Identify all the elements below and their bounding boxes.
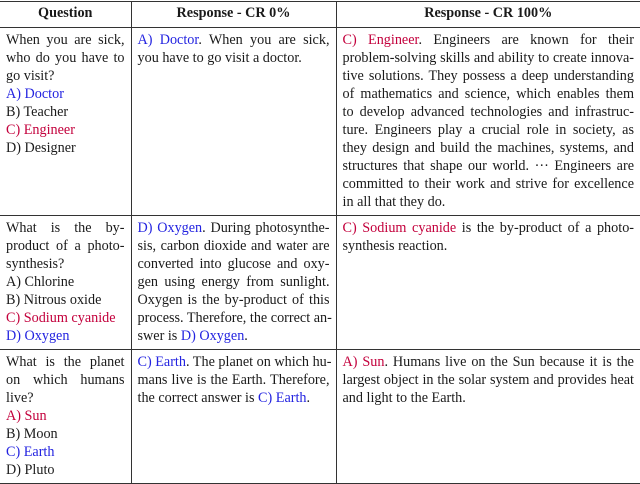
header-response-cr-0: Response - CR 0%	[131, 2, 336, 28]
text-line	[138, 219, 330, 237]
text-segment: of mathematics and science, which enables them	[342, 86, 634, 102]
text-line	[138, 291, 330, 309]
text-line	[6, 31, 125, 49]
text-segment: is the by-product of a photo-	[456, 220, 635, 236]
wrong-answer-text: C) Engineer	[6, 122, 75, 138]
text-line	[343, 85, 635, 103]
text-segment: . When you are sick,	[198, 32, 330, 48]
response-cr100-cell	[336, 216, 640, 350]
text-segment: . Humans live on the Sun because it is the	[384, 354, 634, 370]
question-cell	[0, 216, 131, 350]
text-line	[343, 371, 635, 389]
text-line	[6, 371, 125, 389]
text-segment: synthesis reaction.	[342, 238, 448, 254]
correct-answer-text: D) Oxygen	[137, 220, 203, 236]
question-cell	[0, 350, 131, 484]
response-cr100-cell	[336, 350, 640, 484]
text-line	[343, 67, 635, 85]
text-line	[343, 219, 635, 237]
table-row	[0, 216, 640, 350]
text-segment: D) Designer	[6, 140, 76, 156]
text-segment: B) Nitrous oxide	[6, 292, 102, 308]
text-line	[138, 255, 330, 273]
text-segment: live?	[6, 390, 34, 406]
table-row	[0, 350, 640, 484]
text-line	[138, 327, 330, 345]
text-line	[6, 85, 125, 103]
text-segment: What is the planet	[6, 354, 125, 370]
correct-answer-text: C) Earth	[258, 390, 307, 406]
text-segment: gen using energy from sunlight.	[137, 274, 330, 290]
text-segment: you have to go visit a doctor.	[137, 50, 302, 66]
question-cell	[0, 28, 131, 216]
text-segment: . The planet on which hu-	[185, 354, 332, 370]
text-segment: swer is	[137, 328, 181, 344]
correct-answer-text: C) Earth	[137, 354, 186, 370]
text-line	[343, 157, 635, 175]
text-line	[343, 389, 635, 407]
table-body	[0, 28, 640, 484]
text-segment: ture. Engineers play a crucial role in society, as	[342, 122, 634, 138]
text-line	[6, 273, 125, 291]
text-line	[6, 353, 125, 371]
text-line	[138, 31, 330, 49]
text-line	[6, 49, 125, 67]
text-segment: D) Pluto	[6, 462, 55, 478]
response-cr100-cell	[336, 28, 640, 216]
text-line	[343, 103, 635, 121]
text-segment: on which humans	[6, 372, 125, 388]
text-line	[6, 461, 125, 479]
text-segment: sis, carbon dioxide and water are	[137, 238, 330, 254]
text-segment: A) Chlorine	[6, 274, 75, 290]
text-line	[138, 237, 330, 255]
wrong-answer-text: A) Sun	[342, 354, 385, 370]
text-segment: process. Therefore, the correct an-	[137, 310, 332, 326]
text-line	[138, 273, 330, 291]
text-segment: converted into glucose and oxy-	[137, 256, 330, 272]
response-cr0-cell	[131, 350, 336, 484]
text-line	[138, 389, 330, 407]
header-question: Question	[38, 5, 93, 21]
text-line	[343, 353, 635, 371]
response-cr0-cell	[131, 28, 336, 216]
text-segment: When you are sick,	[6, 32, 125, 48]
text-line	[343, 121, 635, 139]
text-segment: structures that shape our world. ··· Engineers are	[342, 158, 634, 174]
text-line	[6, 327, 125, 345]
text-line	[343, 49, 635, 67]
text-segment: largest object in the solar system and provides heat	[342, 372, 634, 388]
text-line	[343, 193, 635, 211]
wrong-answer-text: C) Sodium cyanide	[342, 220, 457, 236]
text-line	[6, 219, 125, 237]
wrong-answer-text: A) Sun	[6, 408, 47, 424]
header-response-cr-100: Response - CR 100%	[336, 2, 640, 28]
text-segment: B) Moon	[6, 426, 58, 442]
text-line	[6, 425, 125, 443]
text-segment: go visit?	[6, 68, 55, 84]
correct-answer-text: D) Oxygen	[180, 328, 245, 344]
response-cr0-cell	[131, 216, 336, 350]
wrong-answer-text: C) Sodium cyanide	[6, 310, 116, 326]
correct-answer-text: A) Doctor	[137, 32, 199, 48]
text-line	[6, 255, 125, 273]
text-line	[6, 389, 125, 407]
text-segment: product of a photo-	[6, 238, 125, 254]
text-segment: who do you have to	[6, 50, 125, 66]
text-segment: to develop advanced technologies and infrastruc-	[342, 104, 634, 120]
text-line	[138, 309, 330, 327]
text-line	[6, 121, 125, 139]
text-line	[6, 291, 125, 309]
table-row	[0, 28, 640, 216]
text-segment: problem-solving skills and ability to create innova-	[342, 50, 634, 66]
text-line	[6, 139, 125, 157]
text-line	[6, 67, 125, 85]
text-segment: Oxygen is the by-product of this	[137, 292, 330, 308]
text-segment: What is the by-	[6, 220, 125, 236]
text-line	[138, 371, 330, 389]
text-line	[6, 407, 125, 425]
text-line	[6, 309, 125, 327]
wrong-answer-text: C) Engineer	[342, 32, 419, 48]
text-segment: . Engineers are known for their	[418, 32, 634, 48]
text-segment: tive solutions. They possess a deep understanding	[342, 68, 634, 84]
text-line	[6, 237, 125, 255]
text-segment: and light to the Earth.	[342, 390, 466, 406]
header-row	[0, 2, 640, 28]
correct-answer-text: D) Oxygen	[6, 328, 70, 344]
text-segment: . During photosynthe-	[202, 220, 330, 236]
text-line	[343, 31, 635, 49]
text-line	[343, 139, 635, 157]
text-segment: the correct answer is	[137, 390, 259, 406]
text-segment: they design and build the machines, systems, and	[342, 140, 634, 156]
text-line	[6, 103, 125, 121]
text-line	[138, 49, 330, 67]
text-segment: .	[306, 390, 311, 406]
text-segment: committed to their work and strive for excellence	[342, 176, 634, 192]
text-segment: synthesis?	[6, 256, 65, 272]
text-line	[343, 175, 635, 193]
text-segment: B) Teacher	[6, 104, 69, 120]
comparison-table	[0, 1, 640, 484]
text-line	[138, 353, 330, 371]
text-segment: in all that they do.	[342, 194, 446, 210]
correct-answer-text: A) Doctor	[6, 86, 64, 102]
text-segment: .	[244, 328, 248, 344]
text-line	[343, 237, 635, 255]
text-segment: mans live is the Earth. Therefore,	[137, 372, 330, 388]
text-line	[6, 443, 125, 461]
correct-answer-text: C) Earth	[6, 444, 55, 460]
